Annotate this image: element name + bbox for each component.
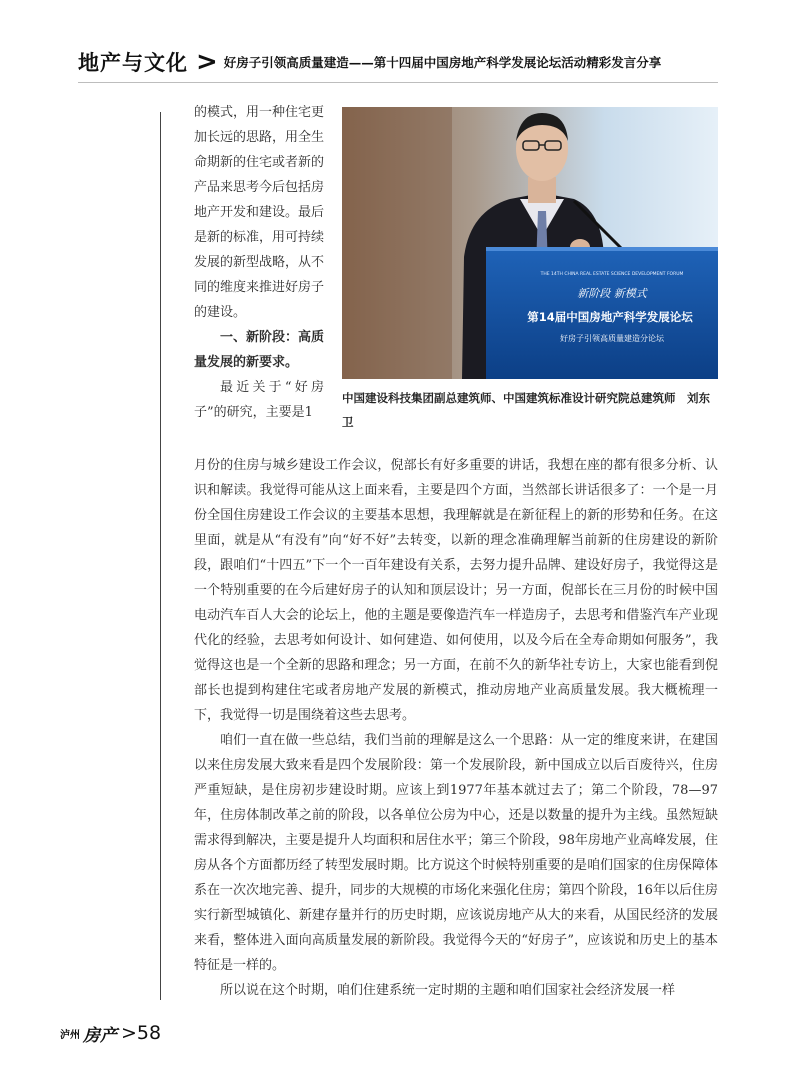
banner-subtitle: 好房子引领高质量建造分论坛: [560, 334, 664, 343]
paragraph-3: 咱们一直在做一些总结，我们当前的理解是这么一个思路：从一定的维度来讲，在建国以来住房发展大致来看是四个发展阶段：第一个发展阶段，新中国成立以后百废待兴，住房严重短缺，是住房初步建设时期。应该上到1977年基本就过去了；第二个阶段，78—97年，住房体制改革之前的阶段，以各单位公房为中心，还是以数量的提升为主线。虽然短缺需求得到解决，主要是提升人均面积和居住水平；第三个阶段，98年房地产业高峰发展，住房从各个方面都历经了转型发展时期。比方说这个时候特别重要的是咱们国家的住房保障体系在一次次地完善、提升，同步的大规模的市场化来强化住房；第四个阶段，16年以后住房实行新型城镇化、新建存量并行的历史时期，应该说房地产从大的来看，从国民经济的发展来看，整体进入面向高质量发展的新阶段。我觉得今天的“好房子”，应该说和历史上的基本特征是一样的。: [194, 733, 718, 973]
page-header: [78, 44, 738, 80]
paragraph-2-rest: 月份的住房与城乡建设工作会议，倪部长有好多重要的讲话，我想在座的都有很多分析、认识和解读。我觉得可能从这上面来看，主要是四个方面，当然部长讲话很多了：一个是一月份全国住房建设工作会议的主要基本思想，我理解就是在新征程上的新的形势和任务。在这里面，就是从“有没有”向“好不好”去转变，以新的理念准确理解当前新的住房建设的新阶段，跟咱们“十四五”下一个一百年建设有关系，去努力提升品牌、建设好房子，我觉得这是一个特别重要的在今后建好房子的认知和顶层设计；另一方面，倪部长在三月份的时候中国电动汽车百人大会的论坛上，他的主题是要像造汽车一样造房子，去思考和借鉴汽车产业现代化的经验，去思考如何设计、如何建造、如何使用，以及今后在全寿命期如何服务”，我觉得这也是一个全新的思路和理念；另一方面，在前不久的新华社专访上，大家也能看到倪部长也提到构建住宅或者房地产发展的新模式，推动房地产业高质量发展。我大概梳理一下，我觉得一切是围绕着这些去思考。: [194, 458, 718, 723]
magazine-logo: [60, 1021, 117, 1046]
section-title: 地产与文化: [78, 51, 188, 75]
section-arrow: >: [196, 47, 218, 77]
logo-city: 泸州: [60, 1029, 80, 1041]
wide-column: [194, 453, 718, 1003]
paragraph-2-start: 最近关于“好房子”的研究，主要是1: [194, 380, 324, 420]
article-subtitle: 好房子引领高质量建造——第十四届中国房地产科学发展论坛活动精彩发言分享: [223, 55, 662, 70]
banner-title: 第14届中国房地产科学发展论坛: [527, 310, 693, 324]
page-footer: [60, 1018, 161, 1048]
section-heading: 一、新阶段：高质量发展的新要求。: [194, 330, 325, 370]
speaker-photo: [342, 107, 718, 379]
photo-caption: 中国建设科技集团副总建筑师、中国建筑标准设计研究院总建筑师 刘东卫: [342, 391, 710, 429]
header-rule: [78, 82, 718, 83]
page-number: >58: [121, 1022, 162, 1044]
paragraph-4: 所以说在这个时期，咱们住建系统一定时期的主题和咱们国家社会经济发展一样: [220, 983, 676, 998]
margin-rule: [160, 112, 161, 1000]
paragraph-1: 的模式，用一种住宅更加长远的思路，用全生命期新的住宅或者新的产品来思考今后包括房地产开发和建设。最后是新的标准，用可持续发展的新型战略，从不同的维度来推进好房子的建设。: [194, 105, 325, 320]
banner-slogan: 新阶段 新模式: [577, 287, 647, 300]
banner-english: THE 14TH CHINA REAL ESTATE SCIENCE DEVELOPMENT FORUM: [540, 272, 684, 277]
narrow-column: [194, 100, 324, 425]
logo-name: 房产: [83, 1025, 117, 1046]
